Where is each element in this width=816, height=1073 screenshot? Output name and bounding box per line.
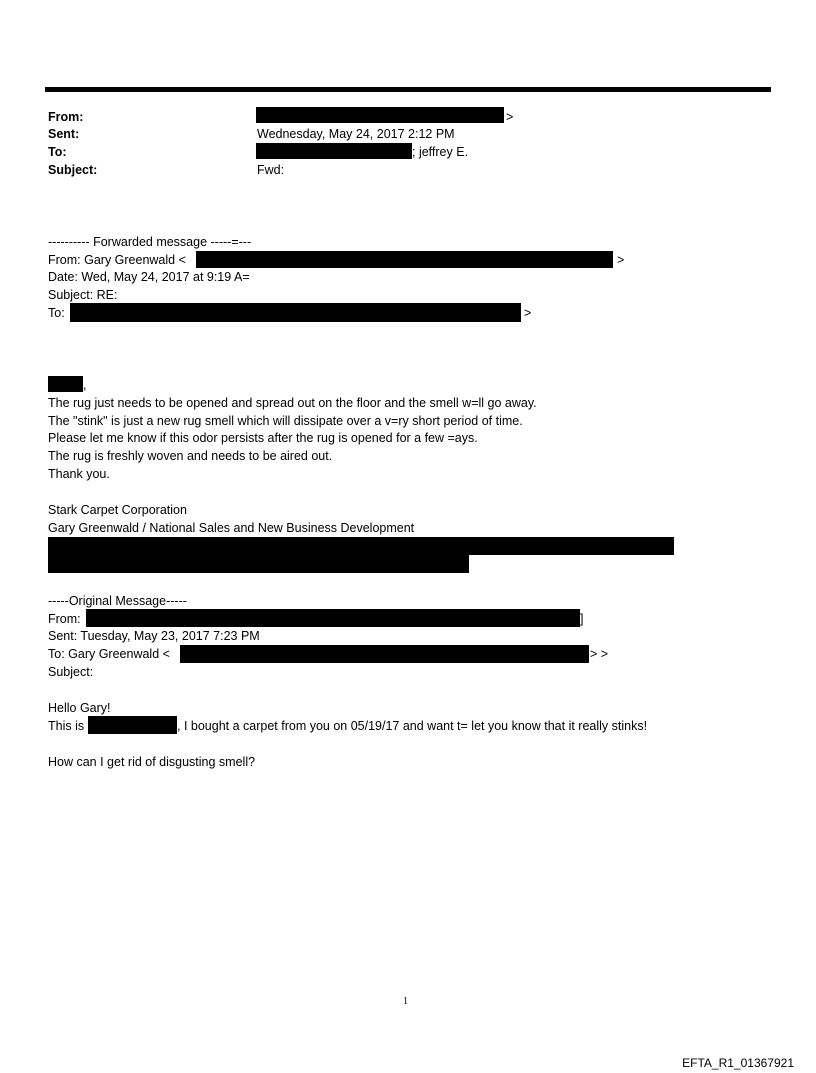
original-banner: -----Original Message----- [48, 594, 187, 608]
page-number: 1 [403, 996, 408, 1007]
forwarded-subject-line: Subject: RE: [48, 288, 118, 302]
redaction-greeting-name [48, 376, 83, 392]
signature-name: Gary Greenwald / National Sales and New Business Development [48, 521, 415, 535]
reply-line: The "stink" is just a new rug smell which will dissipate over a v=ry short period of time. [48, 414, 523, 428]
original-to-line: To: Gary Greenwald < [48, 647, 170, 661]
redaction-forwarded-from [196, 251, 613, 268]
redaction-signature-contact [48, 555, 469, 573]
original-to-suffix: > > [590, 647, 609, 661]
redaction-to-address [256, 143, 412, 159]
forwarded-to-suffix: > [524, 306, 532, 320]
redaction-signature-contact [48, 537, 674, 555]
signature-company: Stark Carpet Corporation [48, 503, 187, 517]
redaction-sender-name [88, 716, 177, 734]
forwarded-from-suffix: > [617, 253, 625, 267]
original-from-suffix: ] [580, 612, 584, 626]
original-subject-line: Subject: [48, 665, 94, 679]
reply-line: Thank you. [48, 467, 110, 481]
redaction-original-from [86, 609, 580, 627]
forwarded-from-line: From: Gary Greenwald < [48, 253, 186, 267]
greeting-suffix: , [83, 378, 87, 392]
reply-line: The rug is freshly woven and needs to be aired out. [48, 449, 333, 463]
forwarded-to-line: To: [48, 306, 65, 320]
forwarded-banner: ---------- Forwarded message -----=--- [48, 235, 252, 249]
from-label: From: [48, 110, 84, 124]
subject-label: Subject: [48, 163, 98, 177]
to-suffix: ; jeffrey E. [412, 145, 469, 159]
subject-value: Fwd: [257, 163, 285, 177]
bates-number: EFTA_R1_01367921 [682, 1056, 794, 1070]
original-from-line: From: [48, 612, 81, 626]
redaction-original-to [180, 645, 589, 663]
sent-label: Sent: [48, 127, 80, 141]
original-this-is: This is [48, 719, 85, 733]
header-rule [45, 87, 771, 92]
redaction-from-address [256, 107, 504, 123]
from-suffix: > [506, 110, 514, 124]
original-body-rest: , I bought a carpet from you on 05/19/17 and want t= let you know that it really stinks! [177, 719, 648, 733]
reply-line: The rug just needs to be opened and spread out on the floor and the smell w=ll go away. [48, 396, 537, 410]
original-sent-line: Sent: Tuesday, May 23, 2017 7:23 PM [48, 629, 260, 643]
forwarded-date-line: Date: Wed, May 24, 2017 at 9:19 A= [48, 270, 250, 284]
redaction-forwarded-to [70, 303, 521, 322]
to-label: To: [48, 145, 67, 159]
original-hello: Hello Gary! [48, 701, 111, 715]
original-question: How can I get rid of disgusting smell? [48, 755, 256, 769]
reply-line: Please let me know if this odor persists after the rug is opened for a few =ays. [48, 431, 478, 445]
sent-value: Wednesday, May 24, 2017 2:12 PM [257, 127, 455, 141]
